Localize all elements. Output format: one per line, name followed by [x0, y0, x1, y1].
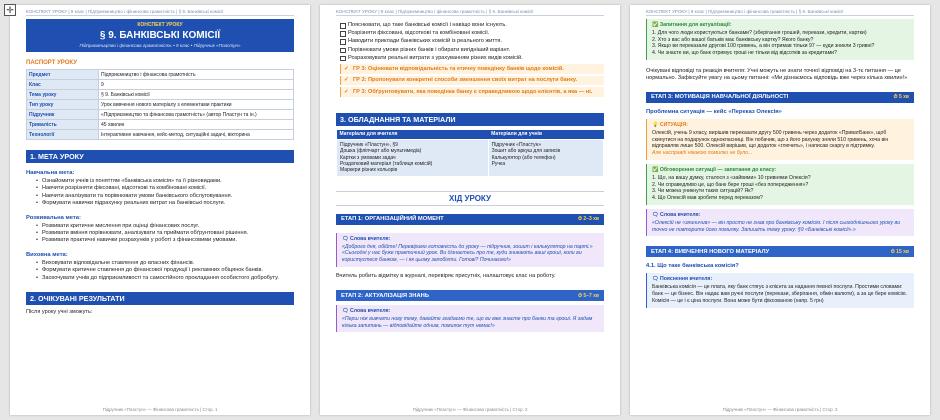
teacher-words-box	[336, 305, 604, 332]
vyh-goal-heading: Виховна мета:	[26, 251, 68, 258]
question-item: 1. Що, на вашу думку, сталося з «зайвими» 10 гривнями Олексія?	[652, 174, 811, 181]
stage-1-note: Вчитель робить відмітку в журналі, перевіряє присутніх, налаштовує клас на роботу.	[336, 273, 556, 280]
row-value: Підприємництво і фінансова грамотність	[99, 70, 294, 80]
row-key: Тема уроку	[27, 90, 99, 100]
student-materials-cell	[488, 139, 603, 176]
list-item: Ручка	[491, 161, 506, 168]
stage-duration: ⏱ 5–7 хв	[578, 292, 599, 299]
list-item: Зошит або аркуш для записів	[491, 148, 561, 155]
question-item: 3. Якщо ви переказали другові 100 гривень, а він отримав тільки 97 — куди зникли 3 гривні?	[652, 43, 875, 50]
situation-box	[646, 119, 914, 160]
box-title: 💡 СИТУАЦІЯ:	[652, 121, 688, 128]
gr-item: ✓ ГР 3: Обґрунтовувати, яка поведінка банку є справедливою щодо клієнтів, а яка — ні.	[340, 87, 604, 97]
list-item: Підручник «Пластун», §9	[340, 141, 398, 148]
page-header: КОНСПЕКТ УРОКУ | 9 клас | Підприємництво і фінансова грамотність | § 9. Банківські комісії	[336, 9, 604, 16]
box-text: Олексій, учень 9 класу, вирішив переказати другу 500 гривень через додаток «ПриватБанк», щоб скинутися на подарунок однокласниці. Він побачив, що з його рахунку зняли 510 гривень, хоча він відправляв лише 500. Олексій вирішив, що додаток «глючить», і написав скаргу в підтримку.	[652, 129, 889, 150]
row-key: Тип уроку	[27, 100, 99, 110]
column-header: Матеріали для вчителя	[337, 130, 489, 140]
list-item: • Ознайомити учнів із поняттям «банківська комісія» та її різновидами.	[42, 178, 294, 185]
page-footer: Підручник «Пластун» — Фінансова грамотність | Стор. 2	[412, 407, 528, 412]
stage-2-bar	[336, 290, 604, 301]
checklist-item: Пояснювати, що таке банківські комісії і навіщо вони існують.	[340, 21, 604, 29]
list-item: • Навчити розрізняти фіксовані, відсоткові та комбіновані комісії.	[42, 185, 294, 192]
row-value: «Підприємництво та фінансова грамотність» (автор Пластун та ін.)	[99, 110, 294, 120]
table-row	[27, 90, 294, 100]
list-item: Маркери різних кольорів	[340, 167, 398, 174]
gr-item: ✓ ГР 3: Оцінювати відповідальність та етичну поведінку банків щодо комісій.	[340, 64, 604, 74]
page-footer: Підручник «Пластун» — Фінансова грамотність | Стор. 3	[722, 407, 838, 412]
teacher-words-box	[336, 233, 604, 267]
row-value: Урок вивчення нового матеріалу з елементами практики	[99, 100, 294, 110]
list-item: Калькулятор (або телефон)	[491, 154, 556, 161]
list-item: • Виховувати відповідальне ставлення до власних фінансів.	[42, 260, 294, 267]
dev-goal-list	[26, 223, 294, 245]
table-row	[27, 80, 294, 90]
edu-goal-heading: Навчальна мета:	[26, 170, 75, 176]
box-italic: Але насправді нікакою помилки не було...	[652, 150, 753, 157]
page-3	[630, 5, 930, 415]
checklist-item: Наводити приклади банківських комісій із реального життя.	[340, 37, 604, 45]
page-header: КОНСПЕКТ УРОКУ | 9 клас | Підприємництво і фінансова грамотність | § 9. Банківські комісії	[26, 9, 294, 16]
box-title: 🗨 Слова вчителя:	[342, 235, 391, 242]
box-title: 🗨 Слова вчителя:	[652, 211, 701, 218]
table-row	[27, 100, 294, 110]
lesson-title: § 9. БАНКІВСЬКІ КОМІСІЇ	[99, 30, 221, 41]
teacher-words-box	[646, 209, 914, 236]
title-subtitle: Підприємництво і фінансова грамотність • 9 клас • Підручник «Пластун»	[79, 43, 241, 48]
box-text: «Перш ніж вивчати нову тему, давайте згадаємо те, що ви вже знаєте про банки та гроші. Я задам кілька запитань — відповідайте одним, помилок тут немає!»	[342, 315, 593, 329]
row-key: Тривалість	[27, 120, 99, 130]
box-title: 🗨 Слова вчителя:	[342, 308, 391, 315]
title-box	[26, 19, 294, 52]
teacher-materials-cell	[337, 139, 489, 176]
page-1	[10, 5, 310, 415]
stage-3-bar	[646, 92, 914, 103]
subsection-heading: 4.1. Що таке банківська комісія?	[646, 263, 739, 270]
results-intro: Після уроку учні зможуть:	[26, 309, 93, 316]
list-item: • Заохочувати учнів до підприємливості та самостійного прокладання особистого добробуту.	[42, 275, 294, 282]
box-title: 🗨 Пояснення вчителя:	[652, 276, 713, 283]
stage-title: ЕТАП 2: АКТУАЛІЗАЦІЯ ЗНАНЬ	[341, 292, 430, 299]
box-text: Банківська комісія — це плата, яку банк стягує з клієнта за надання певної послуги. Простими словами: банк — це бізнес. Він надає вам ручні послуги (перекази, зберігання, обмін валюти), а за це бере комісію. Комісія — це і є ціна послуги. Вона може бути фіксованою (напр. 5 грн)	[652, 284, 908, 304]
question-item: 2. Хто з вас або вашої батьків має банківську картку? Якого банку?	[652, 36, 814, 43]
page-header: КОНСПЕКТ УРОКУ | 9 клас | Підприємництво і фінансова грамотність | § 9. Банківські комісії	[646, 9, 914, 16]
stage-duration: ⏱ 5 хв	[893, 94, 909, 101]
section-heading-goals: 1. МЕТА УРОКУ	[26, 150, 294, 163]
table-row	[27, 130, 294, 140]
box-title: ✅ Запитання для актуалізації:	[652, 22, 732, 28]
list-item: Дошка (фліпчарт або мультимедіа)	[340, 148, 422, 155]
list-item: • Розвивати практичні навички розрахунків у роботі з фінансовими умовами.	[42, 237, 294, 244]
stage-4-bar	[646, 246, 914, 257]
table-row	[27, 110, 294, 120]
list-item: • Розвивати критичне мислення при оцінці фінансових послуг.	[42, 223, 294, 230]
dev-goal-heading: Розвивальна мета:	[26, 214, 81, 221]
row-key: Підручник	[27, 110, 99, 120]
passport-heading: ПАСПОРТ УРОКУ	[26, 60, 77, 66]
list-item: • Формувати навички підрахунку реальних витрат на банківські послуги.	[42, 200, 294, 207]
question-item: 1. Для чого люди користуються банками? (зберігання грошей, перекази, кредити, картки)	[652, 29, 867, 36]
table-row	[27, 120, 294, 130]
question-item: 4. Що Олексій мав зробити перед переказом?	[652, 195, 763, 202]
gr-item: ✓ ГР 3: Пропонувати конкретні способи зменшення своїх витрат на послуги банку.	[340, 76, 604, 86]
section-heading-results: 2. ОЧІКУВАНІ РЕЗУЛЬТАТИ	[26, 292, 294, 305]
stage-title: ЕТАП 4: ВИВЧЕННЯ НОВОГО МАТЕРІАЛУ	[651, 248, 770, 255]
stage-title: ЕТАП 3: МОТИВАЦІЯ НАВЧАЛЬНОЇ ДІЯЛЬНОСТІ	[651, 94, 789, 101]
move-handle-icon[interactable]: ✛	[4, 4, 16, 16]
box-title: ✅ Обговорення ситуації — запитання до класу:	[652, 166, 777, 173]
explanation-box	[646, 273, 914, 307]
question-item: 2. Чи справедливо це, що банк бере гроші «без попередження»?	[652, 181, 809, 188]
edu-goal-list	[26, 178, 294, 208]
list-item: Картки з умовами задач	[340, 154, 396, 161]
row-value: § 9. Банківські комісії	[99, 90, 294, 100]
list-item: • Розвивати вміння порівнювати, аналізувати та приймати обґрунтовані рішення.	[42, 230, 294, 237]
row-value: 45 хвилин	[99, 120, 294, 130]
page-2	[320, 5, 620, 415]
table-row	[27, 70, 294, 80]
title-sup: КОНСПЕКТ УРОКУ	[137, 22, 183, 28]
list-item: • Навчити аналізувати та порівнювати умови банківського обслуговування.	[42, 193, 294, 200]
expected-answers: Очікувані відповіді та реакція вчителя: Учні можуть не знати точної відповіді на 3-тє питання — це нормально. Зафіксуйте увагу на цьому питанні: «Ми дізнаємось відповідь вже через кілька хвилин!»	[646, 67, 908, 81]
stage-duration: ⏱ 15 хв	[890, 248, 909, 255]
results-checklist	[336, 21, 604, 62]
box-text: «Доброго дня, обійте! Перевіримо готовність до уроку — підручник, зошит і калькулятор на парті.» «Сьогодні у нас буже практичний урок. Ви дізнаєтесь про те, куди зникають ваші гроші, коли ви користуєтеся банком, — і як цьому запобігти. Готові? Починаємо!»	[342, 243, 593, 264]
row-key: Клас	[27, 80, 99, 90]
column-header: Матеріали для учнів	[488, 130, 603, 140]
passport-table	[26, 69, 294, 140]
list-item: Підручник «Пластун»	[491, 141, 542, 148]
stage-title: ЕТАП 1: ОРГАНІЗАЦІЙНИЙ МОМЕНТ	[341, 216, 444, 223]
list-item: Роздатковий матеріал (таблиця комісій)	[340, 161, 433, 168]
row-key: Технології	[27, 130, 99, 140]
section-heading-materials: 3. ОБЛАДНАННЯ ТА МАТЕРІАЛИ	[336, 113, 604, 126]
actualization-questions-box	[646, 19, 914, 60]
checklist-item: Порівнювати умови різних банків і обирати вигідніший варіант.	[340, 46, 604, 54]
problem-heading: Проблемна ситуація — кейс «Переказ Олексія»	[646, 108, 782, 115]
materials-table	[336, 130, 604, 177]
checklist-item: Розраховувати реальні витрати з урахуванням різних видів комісій.	[340, 54, 604, 62]
row-key: Предмет	[27, 70, 99, 80]
list-item: • Формувати критичне ставлення до фінансової продукції і рекламних обіцянок банків.	[42, 267, 294, 274]
vyh-goal-list	[26, 260, 294, 282]
box-text: «Олексій не «злиничив» — він просто не знав про банківську комісію. І після сьогоднішнього уроку ви точно не повторите його помилку. Запишіть тему уроку: §9 «Банківські комісії».»	[652, 219, 901, 233]
lesson-flow-heading: ХІД УРОКУ	[336, 191, 604, 206]
row-value: 9	[99, 80, 294, 90]
stage-1-bar	[336, 214, 604, 225]
checklist-item: Розрізняти фіксовані, відсоткові та комбіновані комісії.	[340, 29, 604, 37]
row-value: Інтерактивне навчання, кейс-метод, ситуаційні задачі, вікторина	[99, 130, 294, 140]
page-footer: Підручник «Пластун» — Фінансова грамотність | Стор. 1	[102, 407, 218, 412]
question-item: 3. Чи можна уникнути таких ситуацій? Як?	[652, 188, 754, 195]
stage-duration: ⏱ 2–3 хв	[578, 216, 599, 223]
question-item: 4. Чи знаєте ви, що банк отримує гроші не тільки від відсотків за кредитами?	[652, 50, 837, 57]
discussion-box	[646, 164, 914, 205]
